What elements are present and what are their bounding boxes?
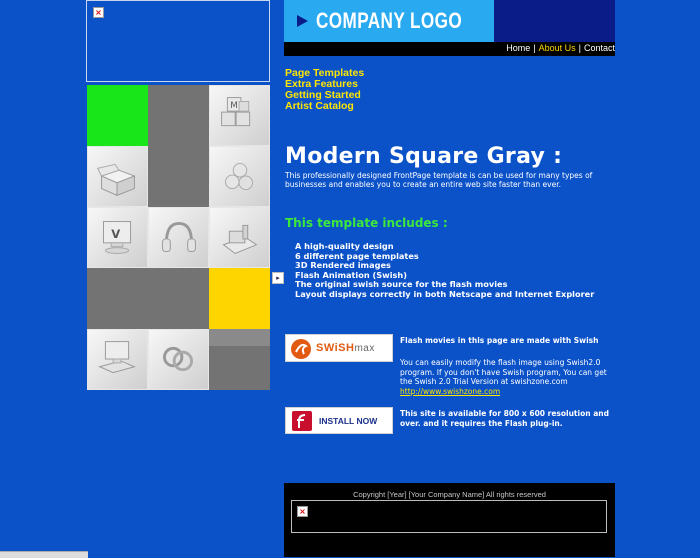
swish-body-text: You can easily modify the flash image using Swish2.0 program. If you don't have Swish program, You can get the Swish 2.0 Trial Version at swishzone.com — [400, 358, 607, 386]
monitor-icon — [88, 208, 147, 267]
svg-text:V: V — [111, 226, 121, 241]
swish-logo-icon — [290, 338, 312, 360]
svg-text:M: M — [230, 101, 238, 112]
spheres-icon — [210, 147, 269, 206]
phone-icon — [210, 208, 269, 267]
swish-banner[interactable] — [285, 334, 393, 362]
menu-getting-started[interactable]: Getting Started — [285, 89, 361, 101]
company-logo[interactable]: COMPANY LOGO — [316, 8, 463, 33]
swish-body — [400, 358, 615, 396]
monitor-tile — [87, 207, 148, 268]
play-triangle-icon — [297, 15, 309, 27]
broken-image-placeholder — [86, 0, 270, 82]
side-menu — [285, 68, 364, 112]
spheres-tile — [209, 146, 270, 207]
broken-image-icon: × — [93, 7, 104, 18]
yellow-tile — [209, 268, 270, 329]
menu-extra-features[interactable]: Extra Features — [285, 78, 358, 90]
nav-about-us[interactable]: About Us — [538, 43, 576, 53]
blocks-icon — [210, 86, 269, 145]
swish-heading: Flash movies in this page are made with Swish — [400, 336, 599, 345]
green-tile — [87, 85, 148, 146]
logo-banner-dark — [494, 0, 615, 42]
includes-heading: This template includes : — [285, 216, 448, 230]
install-now-button[interactable] — [285, 407, 393, 434]
page-title: Modern Square Gray : — [285, 144, 563, 169]
gray-tile-wide — [87, 268, 209, 329]
phone-tile — [209, 207, 270, 268]
list-item: Flash Animation (Swish) — [295, 269, 407, 280]
headphones-tile — [148, 207, 209, 268]
list-item: Layout displays correctly in both Netscape and Internet Explorer — [295, 288, 595, 299]
swish-banner-text: SWiSH — [316, 342, 355, 354]
open-box-tile — [87, 146, 148, 207]
gray-tile — [148, 85, 209, 207]
swishzone-link[interactable]: http://www.swishzone.com — [400, 386, 501, 396]
computer-tile — [87, 329, 148, 390]
letter-blocks-tile — [209, 85, 270, 146]
menu-page-templates[interactable]: Page Templates — [285, 67, 365, 79]
box-icon — [88, 147, 147, 206]
footer-image-placeholder — [291, 500, 607, 533]
install-now-label: INSTALL NOW — [319, 416, 378, 426]
broken-image-icon: × — [297, 506, 308, 517]
list-item: 6 different page templates — [295, 250, 419, 261]
copyright-text: Copyright [Year] [Your Company Name] All rights reserved — [353, 490, 546, 499]
top-nav-links: Home | About Us | Contact — [506, 43, 615, 53]
flash-logo-icon — [292, 411, 312, 431]
list-item: The original swish source for the flash movies — [295, 279, 508, 289]
knot-tile — [148, 329, 209, 390]
headphones-icon — [149, 208, 208, 267]
play-triangle-icon[interactable]: ▸ — [272, 272, 284, 284]
swish-banner-suffix: max — [354, 343, 375, 354]
feature-list — [295, 242, 594, 299]
left-image-panel — [86, 0, 271, 392]
nav-contact[interactable]: Contact — [583, 43, 615, 53]
knot-icon — [149, 330, 208, 389]
computer-icon — [88, 330, 147, 389]
list-item: A high-quality design — [295, 241, 394, 251]
install-note: This site is available for 800 x 600 resolution and over. and it requires the Flash plug-in. — [400, 409, 609, 428]
gray-tile-bottom — [209, 329, 270, 390]
page-description: This professionally designed FrontPage template is can be used for many types of businesses and enables you to create an entire web site faster than ever. — [285, 171, 593, 189]
menu-artist-catalog[interactable]: Artist Catalog — [285, 100, 354, 112]
nav-home[interactable]: Home — [506, 43, 531, 53]
list-item: 3D Rendered images — [295, 260, 391, 270]
